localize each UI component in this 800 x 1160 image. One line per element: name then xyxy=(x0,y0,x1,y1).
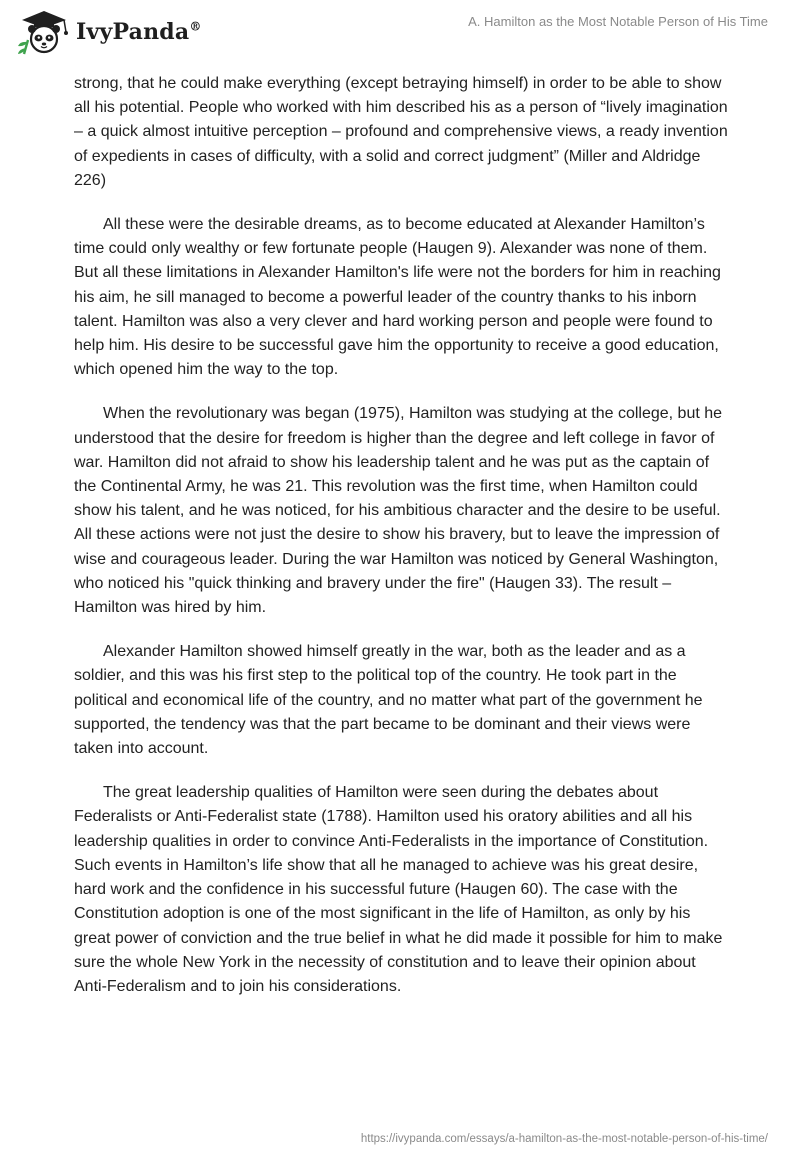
panda-graduation-cap-icon xyxy=(14,8,72,56)
paragraph: When the revolutionary was began (1975), Hamilton was studying at the college, but he understood that the desire for freedom is higher than the degree and left college in favor of war. Hamilton did not afraid to show his leadership talent and he was put as the captain of the Continental Army, he was 21. This revolution was the first time, when Hamilton could show his talent, and he was noticed, for his ambitious character and the desire to be useful. All these actions were not just the desire to show his bravery, but to leave the impression of wise and courageous leader. During the war Hamilton was noticed by General Washington, who noticed his "quick thinking and bravery under the fire" (Haugen 33). The result – Hamilton was hired by him. xyxy=(74,405,723,617)
source-url-link[interactable]: https://ivypanda.com/essays/a-hamilton-as-the-most-notable-person-of-his-time/ xyxy=(360,1133,768,1145)
paragraph: Alexander Hamilton showed himself greatly in the war, both as the leader and as a soldier, and this was his first step to the political top of the country. He took part in the political and economical life of the country, and no matter what part of the government he supported, the tendency was that the part became to be dominant and their views were taken into account. xyxy=(74,643,703,758)
paragraph: All these were the desirable dreams, as to become educated at Alexander Hamilton’s time could only wealthy or few fortunate people (Haugen 9). Alexander was none of them. But all these limitations in Alexander Hamilton's life were not the borders for him in reaching his aim, he sill managed to become a powerful leader of the country thanks to his inborn talent. Hamilton was also a very clever and hard working person and people were found to help him. His desire to be successful gave him the opportunity to receive a good education, which opened him the way to the top. xyxy=(74,216,721,379)
document-title: A. Hamilton as the Most Notable Person of His Time xyxy=(468,14,768,29)
logo-text: IvyPanda® xyxy=(76,19,202,45)
page-header xyxy=(0,0,800,70)
paragraph-continuation: strong, that he could make everything (except betraying himself) in order to be able to show all his potential. People who worked with him described his as a person of “lively imagination – a quick almost intuitive perception – profound and comprehensive views, a ready invention of expedients in cases of difficulty, with a solid and correct judgment” (Miller and Aldridge 226) xyxy=(74,75,728,189)
ivypanda-logo[interactable] xyxy=(14,8,202,56)
essay-body xyxy=(74,72,730,1019)
paragraph: The great leadership qualities of Hamilton were seen during the debates about Federalists or Anti-Federalist state (1788). Hamilton used his oratory abilities and all his leadership qualities in order to convince Anti-Federalists in the importance of Constitution. Such events in Hamilton’s life show that all he managed to achieve was his great desire, hard work and the confidence in his successful future (Haugen 60). The case with the Constitution adoption is one of the most significant in the life of Hamilton, as only by his great power of conviction and the true belief in what he did made it possible for him to make sure the whole New York in the necessity of constitution and to leave their opinion about Anti-Federalism and to join his considerations. xyxy=(74,784,723,995)
